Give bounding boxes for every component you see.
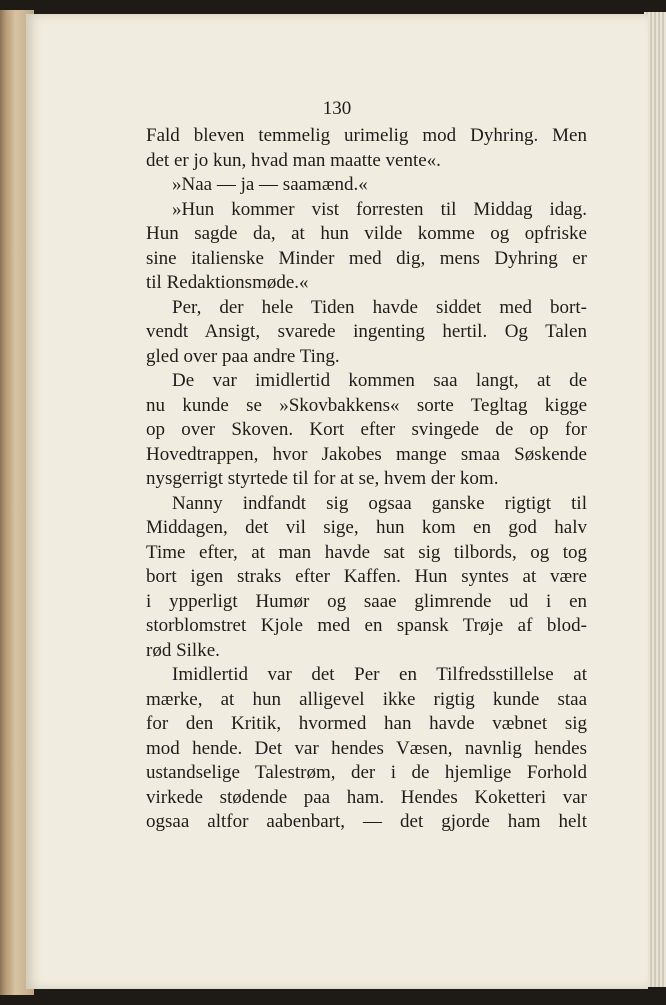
text-line: til Redaktionsmøde.« xyxy=(146,272,309,293)
text-line: Nanny indfandt sig ogsaa ganske rigtigt til xyxy=(172,492,587,514)
page-number: 130 xyxy=(322,98,352,119)
text-line: ustandselige Talestrøm, der i de hjemlige Forhold xyxy=(146,762,587,783)
text-line: »Hun kommer vist forresten til Middag idag. xyxy=(172,198,587,220)
body-text xyxy=(146,124,587,835)
text-line: i ypperligt Humør og saae glimrende ud i en xyxy=(146,590,587,612)
text-line: ogsaa altfor aabenbart, — det gjorde ham helt xyxy=(146,811,587,832)
text-line: for den Kritik, hvormed han havde væbnet sig xyxy=(146,713,587,734)
text-line: nu kunde se »Skovbakkens« sorte Tegltag kigge xyxy=(146,394,587,416)
text-line: storblomstret Kjole med en spansk Trøje af blod- xyxy=(146,615,587,636)
text-line: Per, der hele Tiden havde siddet med bort- xyxy=(172,296,587,318)
text-line: mod hende. Det var hendes Væsen, navnlig hendes xyxy=(146,737,587,759)
text-line: Time efter, at man havde sat sig tilbords, og tog xyxy=(146,541,587,563)
text-line: sine italienske Minder med dig, mens Dyhring er xyxy=(146,247,587,269)
text-line: bort igen straks efter Kaffen. Hun syntes at være xyxy=(146,566,587,587)
text-line: virkede stødende paa ham. Hendes Koketteri var xyxy=(146,786,587,808)
text-line: nysgerrigt styrtede til for at se, hvem der kom. xyxy=(146,468,499,489)
text-line: op over Skoven. Kort efter svingede de op for xyxy=(146,419,587,440)
text-line: Middagen, det vil sige, hun kom en god halv xyxy=(146,517,587,538)
text-line: »Naa — ja — saamænd.« xyxy=(172,174,368,195)
text-line: Fald bleven temmelig urimelig mod Dyhring. Men xyxy=(146,125,587,146)
text-line: Imidlertid var det Per en Tilfredsstillelse at xyxy=(172,664,587,685)
text-line: det er jo kun, hvad man maatte vente«. xyxy=(146,149,441,171)
text-line: De var imidlertid kommen saa langt, at de xyxy=(172,370,587,391)
text-line: mærke, at hun alligevel ikke rigtig kunde staa xyxy=(146,688,587,710)
text-line: rød Silke. xyxy=(146,639,220,661)
text-line: Hun sagde da, at hun vilde komme og opfriske xyxy=(146,223,587,244)
text-line: Hovedtrappen, hvor Jakobes mange smaa Søskende xyxy=(146,443,587,465)
text-line: gled over paa andre Ting. xyxy=(146,345,340,367)
text-line: vendt Ansigt, svarede ingenting hertil. Og Talen xyxy=(146,321,587,342)
